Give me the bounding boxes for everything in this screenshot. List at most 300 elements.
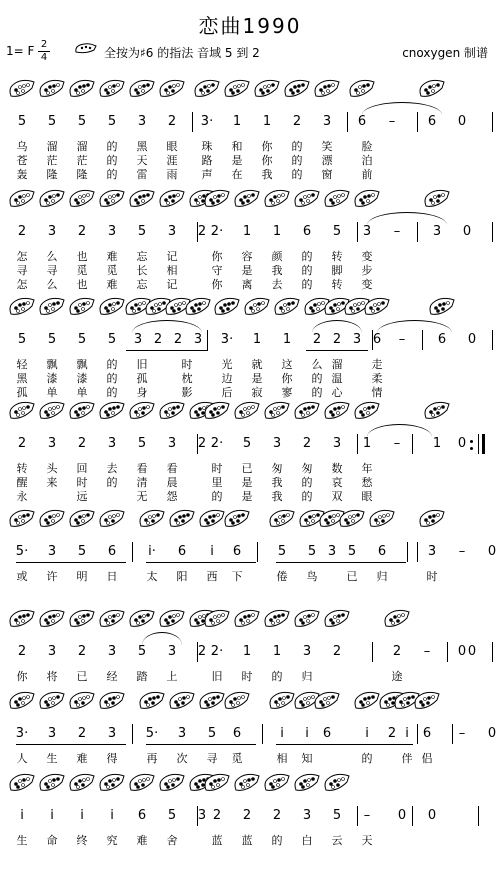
note: 5 [107, 114, 117, 129]
lyric-char: 是 [241, 264, 253, 277]
lyric-char: 的 [106, 168, 118, 181]
note: 0 [397, 808, 407, 823]
ocarina-fingering-icon [428, 294, 456, 320]
lyric-char: 笑 [321, 140, 333, 153]
note: 5 [137, 224, 147, 239]
lyric-char: 晨 [166, 476, 178, 489]
note: 3 [193, 332, 203, 347]
lyric-char: 这 [281, 358, 293, 371]
lyric-char: 旧 [136, 358, 148, 371]
note: 3 [352, 332, 362, 347]
lyric-char: 时 [426, 570, 438, 583]
lyric-char: 太 [146, 570, 158, 583]
lyric-char: 时 [241, 670, 253, 683]
score-system [0, 76, 500, 181]
barline [197, 434, 198, 454]
barline [372, 330, 373, 350]
lyric-char: 的 [106, 154, 118, 167]
lyric-line [0, 166, 500, 180]
note: 1 [432, 436, 442, 451]
lyric-char: 离 [241, 278, 253, 291]
lyric-char: 看 [166, 462, 178, 475]
lyric-char: 你 [261, 154, 273, 167]
ocarina-fingering-icon [338, 506, 366, 532]
note: 2 [77, 224, 87, 239]
note: – [393, 224, 401, 239]
ocarina-fingering-icon [413, 688, 441, 714]
lyric-char: 眼 [361, 490, 373, 503]
barline [452, 724, 453, 744]
notation-row [0, 224, 500, 244]
lyric-char: 走 [371, 358, 383, 371]
barline [417, 222, 418, 242]
lyric-char: 漆 [76, 372, 88, 385]
lyric-char: 已 [76, 670, 88, 683]
note: 5 [332, 808, 342, 823]
lyric-char: 觅 [76, 264, 88, 277]
note: 2 [77, 644, 87, 659]
note: 5 [332, 224, 342, 239]
note: 3 [302, 808, 312, 823]
note: 3 [107, 224, 117, 239]
ocarina-fingering-icon [158, 606, 186, 632]
ocarina-fingering-icon [8, 606, 36, 632]
lyric-char: 情 [371, 386, 383, 399]
lyric-char: 难 [136, 834, 148, 847]
transcriber-credit: cnoxygen 制谱 [402, 46, 488, 60]
barline [192, 112, 193, 132]
lyric-char: 觅 [231, 752, 243, 765]
ocarina-fingering-icon [8, 688, 36, 714]
lyric-line [0, 488, 500, 502]
lyric-char: 也 [76, 250, 88, 263]
ocarina-fingering-icon [233, 398, 261, 424]
note: 5 [17, 114, 27, 129]
note: 6 [232, 544, 242, 559]
barline [132, 724, 133, 744]
lyric-line [0, 750, 500, 764]
lyric-char: 的 [311, 386, 323, 399]
ocarina-fingering-icon [38, 186, 66, 212]
lyric-char: 的 [271, 834, 283, 847]
lyric-char: 你 [211, 278, 223, 291]
lyric-char: 边 [221, 372, 233, 385]
ocarina-fingering-icon [68, 398, 96, 424]
ocarina-fingering-icon [8, 506, 36, 532]
lyric-char: 匆 [301, 462, 313, 475]
ocarina-fingering-icon [293, 398, 321, 424]
ocarina-fingering-icon [68, 770, 96, 796]
ocarina-fingering-icon [98, 294, 126, 320]
ocarina-fingering-icon [353, 186, 381, 212]
note: 0 [467, 332, 477, 347]
lyric-char: 黑 [16, 372, 28, 385]
lyric-char: 寂 [251, 386, 263, 399]
lyric-char: 温 [331, 372, 343, 385]
lyric-char: 许 [46, 570, 58, 583]
note: 0 [457, 436, 467, 451]
lyric-char: 我 [261, 168, 273, 181]
note: 2· [210, 436, 224, 451]
note: 5· [145, 726, 159, 741]
barline [197, 222, 198, 242]
note: 5 [107, 332, 117, 347]
note: 2 [17, 644, 27, 659]
lyric-char: 你 [261, 140, 273, 153]
note: 3 [167, 644, 177, 659]
note: 1 [242, 644, 252, 659]
note: 3 [432, 224, 442, 239]
barline [357, 222, 358, 242]
lyric-char: 飘 [76, 358, 88, 371]
lyric-char: 头 [46, 462, 58, 475]
ocarina-fingering-icon [353, 688, 381, 714]
lyric-char: 是 [251, 372, 263, 385]
note: 0 [487, 726, 497, 741]
notation-row [0, 808, 500, 828]
note: 2 [197, 644, 207, 659]
lyric-char: 枕 [181, 372, 193, 385]
lyric-char: 时 [211, 462, 223, 475]
lyric-char: 孤 [16, 386, 28, 399]
lyric-char: 去 [106, 462, 118, 475]
ocarina-fingering-icon [38, 606, 66, 632]
lyric-char: 相 [276, 752, 288, 765]
ocarina-fingering-icon [68, 606, 96, 632]
lyric-char: 难 [106, 278, 118, 291]
ocarina-fingering-icon [38, 398, 66, 424]
lyric-char: 的 [361, 752, 373, 765]
lyric-char: 里 [211, 476, 223, 489]
ocarina-fingering-icon [313, 76, 341, 102]
note: 3 [47, 544, 57, 559]
lyric-char: 再 [146, 752, 158, 765]
ocarina-fingering-icon [68, 76, 96, 102]
lyric-char: 苍 [16, 154, 28, 167]
note: 5· [15, 544, 29, 559]
lyric-char: 生 [16, 834, 28, 847]
ocarina-fingering-icon [8, 294, 36, 320]
lyric-char: 容 [241, 250, 253, 263]
note: 5 [77, 332, 87, 347]
ocarina-fingering-icon [128, 76, 156, 102]
note: 3 [302, 644, 312, 659]
barline [262, 724, 263, 744]
note: 3 [167, 224, 177, 239]
note: 3 [133, 332, 143, 347]
note: 5 [347, 544, 357, 559]
lyric-char: 茫 [76, 154, 88, 167]
lyric-char: 究 [106, 834, 118, 847]
ocarina-fingering-icon [233, 770, 261, 796]
lyric-char: 无 [136, 490, 148, 503]
lyric-char: 寻 [16, 264, 28, 277]
note: 3 [362, 224, 372, 239]
note: 5 [17, 332, 27, 347]
ocarina-fingering-icon [223, 76, 251, 102]
lyric-char: 颜 [271, 250, 283, 263]
lyric-char: 的 [271, 670, 283, 683]
lyric-char: 变 [361, 250, 373, 263]
lyric-char: 怨 [166, 490, 178, 503]
notation-row [0, 544, 500, 564]
lyric-char: 或 [16, 570, 28, 583]
note: 2 [17, 224, 27, 239]
lyric-char: 轻 [16, 358, 28, 371]
lyric-char: 茫 [46, 154, 58, 167]
beam-underline [16, 744, 126, 745]
ocarina-fingering-icon [128, 606, 156, 632]
meter-top: 2 [40, 39, 48, 50]
note: 0 [427, 808, 437, 823]
beam-underline [146, 744, 256, 745]
lyric-char: 时 [76, 476, 88, 489]
lyric-char: 西 [206, 570, 218, 583]
lyric-char: 看 [136, 462, 148, 475]
note: 3 [167, 436, 177, 451]
ocarina-fingering-icon [68, 506, 96, 532]
ocarina-fingering-icon [158, 398, 186, 424]
ocarina-fingering-icon [263, 398, 291, 424]
lyric-char: 的 [106, 476, 118, 489]
ocarina-fingering-icon [138, 688, 166, 714]
lyric-char: 觅 [106, 264, 118, 277]
note: – [458, 726, 466, 741]
lyric-char: 日 [106, 570, 118, 583]
note: 1 [252, 332, 262, 347]
beam-underline [276, 744, 413, 745]
ocarina-fingering-icon [268, 688, 296, 714]
ocarina-fingering-icon [98, 688, 126, 714]
note: 5 [167, 808, 177, 823]
lyric-char: 在 [231, 168, 243, 181]
ocarina-fingering-icon [213, 294, 241, 320]
score-system [0, 294, 500, 399]
ocarina-fingering-icon [184, 294, 212, 320]
barline [492, 112, 493, 132]
lyric-char: 的 [106, 386, 118, 399]
lyric-char: 的 [301, 250, 313, 263]
ocarina-fingering-icon [8, 186, 36, 212]
ocarina-fingering-icon [323, 398, 351, 424]
lyric-line [0, 474, 500, 488]
note: 3 [47, 644, 57, 659]
lyric-char: 白 [301, 834, 313, 847]
ocarina-fingering-icon [8, 76, 36, 102]
lyric-char: 的 [106, 372, 118, 385]
notation-row [0, 726, 500, 746]
lyric-char: 你 [211, 250, 223, 263]
lyric-char: 雷 [136, 168, 148, 181]
ocarina-fingering-icon [323, 186, 351, 212]
ocarina-fingering-icon [203, 770, 231, 796]
lyric-char: 愁 [361, 476, 373, 489]
ocarina-fingering-icon [253, 76, 281, 102]
ocarina-fingering-icon [203, 186, 231, 212]
key-signature: 1= F [6, 44, 35, 58]
note: 0 [457, 114, 467, 129]
lyric-char: 伴 [401, 752, 413, 765]
lyric-char: 么 [46, 250, 58, 263]
lyric-char: 明 [76, 570, 88, 583]
ocarina-fingering-icon [138, 506, 166, 532]
lyric-line [0, 832, 500, 846]
ocarina-fingering-icon [74, 42, 98, 56]
repeat-barline [478, 434, 488, 454]
note: 3 [47, 726, 57, 741]
lyric-char: 归 [301, 670, 313, 683]
note: 6 [107, 544, 117, 559]
ocarina-fingering-icon [198, 506, 226, 532]
note: 2 [77, 436, 87, 451]
lyric-char: 飘 [46, 358, 58, 371]
lyric-char: 倦 [276, 570, 288, 583]
lyric-line [0, 356, 500, 370]
lyric-char: 乌 [16, 140, 28, 153]
barline [417, 542, 418, 562]
note: i [110, 808, 114, 823]
barline [207, 330, 208, 350]
lyric-char: 时 [181, 358, 193, 371]
lyric-char: 溜 [76, 140, 88, 153]
lyric-char: 窗 [321, 168, 333, 181]
note: 3 [327, 544, 337, 559]
note: 2 [312, 332, 322, 347]
fingering-row [0, 688, 500, 720]
lyric-char: 的 [301, 264, 313, 277]
note: 2 [197, 224, 207, 239]
ocarina-fingering-icon [383, 606, 411, 632]
ocarina-fingering-icon [363, 294, 391, 320]
ocarina-fingering-icon [233, 606, 261, 632]
note: 6 [422, 726, 432, 741]
note: 6 [357, 114, 367, 129]
note: 2 [153, 332, 163, 347]
note: 1 [262, 114, 272, 129]
ocarina-fingering-icon [263, 770, 291, 796]
note: 1 [272, 224, 282, 239]
note: 5 [137, 644, 147, 659]
note: 3 [107, 726, 117, 741]
lyric-char: 永 [16, 490, 28, 503]
note: i [405, 726, 409, 741]
ocarina-fingering-icon [38, 770, 66, 796]
lyric-char: 终 [76, 834, 88, 847]
lyric-char: 守 [211, 264, 223, 277]
lyric-char: 寻 [46, 264, 58, 277]
note: 5 [307, 544, 317, 559]
note: 2 [167, 114, 177, 129]
lyric-char: 天 [361, 834, 373, 847]
lyric-char: 轰 [16, 168, 28, 181]
lyric-line [0, 568, 500, 582]
fingering-row [0, 76, 500, 108]
lyric-char: 就 [251, 358, 263, 371]
barline [357, 806, 358, 826]
lyric-char: 眼 [166, 140, 178, 153]
lyric-char: 清 [136, 476, 148, 489]
ocarina-fingering-icon [418, 506, 446, 532]
lyric-char: 光 [221, 358, 233, 371]
lyric-char: 是 [241, 490, 253, 503]
note: 5 [207, 726, 217, 741]
barline [407, 542, 408, 562]
lyric-char: 醒 [16, 476, 28, 489]
lyric-line [0, 668, 500, 682]
note: – [423, 644, 431, 659]
ocarina-fingering-icon [323, 770, 351, 796]
note: 0 [487, 544, 497, 559]
lyric-char: 的 [291, 168, 303, 181]
note: – [393, 436, 401, 451]
ocarina-fingering-icon [128, 186, 156, 212]
lyric-char: 忘 [136, 250, 148, 263]
lyric-char: 么 [311, 358, 323, 371]
barline [492, 330, 493, 350]
ocarina-fingering-icon [223, 688, 251, 714]
note: 0 [467, 644, 477, 659]
lyric-char: 也 [76, 278, 88, 291]
lyric-line [0, 248, 500, 262]
fingering-row [0, 606, 500, 638]
lyric-line [0, 370, 500, 384]
note: – [388, 114, 396, 129]
note: 2· [210, 644, 224, 659]
note: 3 [332, 436, 342, 451]
lyric-char: 记 [166, 278, 178, 291]
note: i [305, 726, 309, 741]
lyric-char: 和 [231, 140, 243, 153]
barline [372, 642, 373, 662]
note: 2 [77, 726, 87, 741]
lyric-char: 脚 [331, 264, 343, 277]
lyric-char: 身 [136, 386, 148, 399]
lyric-char: 上 [166, 670, 178, 683]
ocarina-fingering-icon [193, 76, 221, 102]
lyric-char: 的 [106, 140, 118, 153]
ocarina-fingering-icon [353, 398, 381, 424]
ocarina-fingering-icon [38, 506, 66, 532]
lyric-char: 次 [176, 752, 188, 765]
fingering-row [0, 506, 500, 538]
barline [422, 330, 423, 350]
barline [447, 642, 448, 662]
lyric-char: 将 [46, 670, 58, 683]
lyric-char: 经 [106, 670, 118, 683]
ocarina-fingering-icon [243, 294, 271, 320]
lyric-char: 我 [271, 490, 283, 503]
note: i [80, 808, 84, 823]
note: 6 [377, 544, 387, 559]
lyric-char: 前 [361, 168, 373, 181]
beam-underline [126, 350, 208, 351]
lyric-char: 忘 [136, 278, 148, 291]
note: 6 [322, 726, 332, 741]
note: 6 [437, 332, 447, 347]
ocarina-fingering-icon [128, 770, 156, 796]
note: i [20, 808, 24, 823]
lyric-char: 双 [331, 490, 343, 503]
ocarina-fingering-icon [128, 398, 156, 424]
note: 6 [302, 224, 312, 239]
lyric-line [0, 262, 500, 276]
lyric-char: 踏 [136, 670, 148, 683]
note: 1 [362, 436, 372, 451]
lyric-char: 步 [361, 264, 373, 277]
ocarina-fingering-icon [38, 294, 66, 320]
lyric-char: 怎 [16, 250, 28, 263]
lyric-char: 寥 [281, 386, 293, 399]
